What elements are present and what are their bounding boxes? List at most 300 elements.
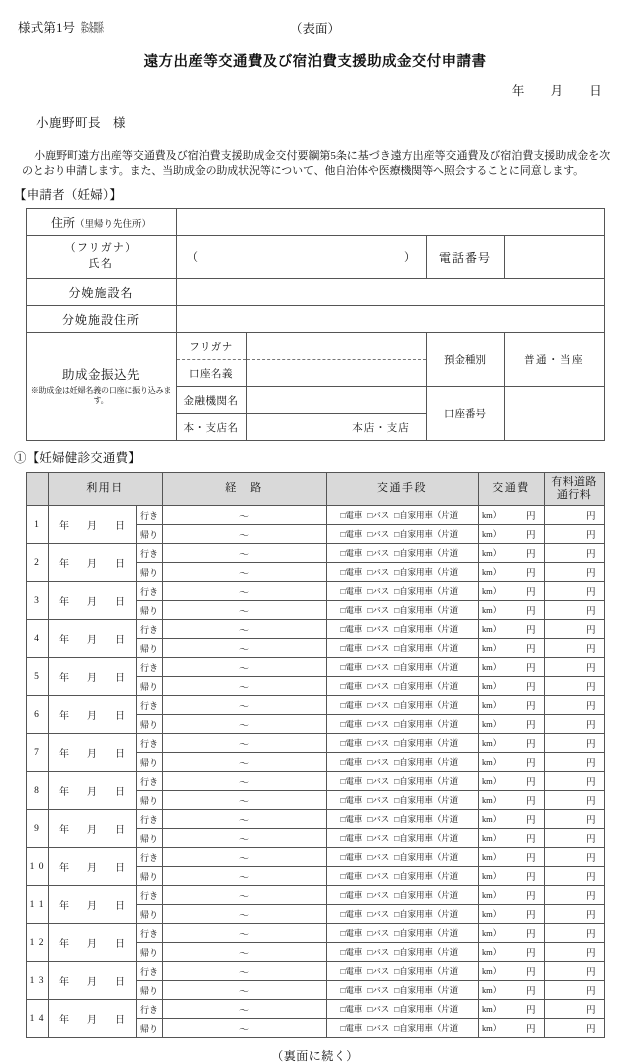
toll-cell[interactable]: 円: [544, 772, 604, 791]
checkbox-bus[interactable]: □バス: [367, 1004, 390, 1015]
direction-outbound: 行き: [136, 1000, 162, 1019]
date-year-placeholder: 年: [59, 711, 69, 723]
row-number: 4: [26, 620, 48, 658]
form-page: [0, 18, 630, 1064]
date-day-placeholder: 日: [115, 673, 125, 685]
means-cell[interactable]: [326, 962, 502, 981]
means-cell[interactable]: [326, 886, 502, 905]
table-row: [26, 544, 604, 563]
date-cell[interactable]: [48, 658, 136, 696]
checkbox-bus[interactable]: □バス: [367, 586, 390, 597]
clause-reference: 第5条関係: [81, 21, 104, 35]
checkbox-train[interactable]: □電車: [340, 890, 363, 901]
checkbox-car[interactable]: □自家用車（片道: [394, 662, 459, 673]
toll-cell[interactable]: 円: [544, 829, 604, 848]
means-cell[interactable]: [326, 734, 502, 753]
distance-unit: km）: [482, 776, 502, 787]
route-cell[interactable]: ～: [162, 506, 326, 525]
date-cell[interactable]: [48, 696, 136, 734]
means-cell[interactable]: [326, 620, 502, 639]
checkbox-train[interactable]: □電車: [340, 852, 363, 863]
account-number-input[interactable]: [504, 387, 604, 441]
checkbox-train[interactable]: □電車: [340, 529, 363, 540]
toll-cell[interactable]: 円: [544, 981, 604, 1000]
date-cell[interactable]: [48, 772, 136, 810]
means-cell[interactable]: [326, 753, 502, 772]
date-year-placeholder: 年: [59, 749, 69, 761]
route-cell[interactable]: ～: [162, 848, 326, 867]
fare-cell[interactable]: 円: [478, 715, 544, 734]
fare-cell[interactable]: 円: [478, 506, 544, 525]
route-cell[interactable]: ～: [162, 905, 326, 924]
application-statement-text: 小鹿野町遠方出産等交通費及び宿泊費支援助成金交付要綱第5条に基づき遠方出産等交通費及び宿泊費支援助成金を次のとおり申請します。また、当助成金の助成状況等について、他自治体や医療機関等へ照会することに同意します。: [22, 150, 610, 177]
checkbox-train[interactable]: □電車: [340, 738, 363, 749]
route-cell[interactable]: ～: [162, 924, 326, 943]
direction-return: 帰り: [136, 981, 162, 1000]
route-cell[interactable]: ～: [162, 715, 326, 734]
means-cell[interactable]: [326, 582, 502, 601]
distance-unit: km）: [482, 928, 502, 939]
fare-cell[interactable]: 円: [478, 563, 544, 582]
date-day-placeholder: 日: [115, 939, 125, 951]
deposit-type-value[interactable]: 普通・当座: [504, 333, 604, 387]
checkbox-car[interactable]: □自家用車（片道: [394, 928, 459, 939]
date-cell[interactable]: [48, 506, 136, 544]
means-cell[interactable]: [326, 1019, 502, 1038]
branch-value[interactable]: 本店・支店: [246, 414, 426, 441]
table-row-address: [26, 209, 604, 236]
means-cell[interactable]: [326, 563, 502, 582]
fare-cell[interactable]: 円: [478, 677, 544, 696]
date-cell[interactable]: [48, 886, 136, 924]
checkbox-car[interactable]: □自家用車（片道: [394, 567, 459, 578]
fare-cell[interactable]: 円: [478, 962, 544, 981]
route-cell[interactable]: ～: [162, 1000, 326, 1019]
toll-cell[interactable]: 円: [544, 791, 604, 810]
means-cell[interactable]: [326, 772, 502, 791]
date-day-placeholder: 日: [115, 597, 125, 609]
fare-cell[interactable]: 円: [478, 791, 544, 810]
checkbox-bus[interactable]: □バス: [367, 890, 390, 901]
checkbox-bus[interactable]: □バス: [367, 909, 390, 920]
checkbox-train[interactable]: □電車: [340, 833, 363, 844]
checkbox-car[interactable]: □自家用車（片道: [394, 814, 459, 825]
date-cell[interactable]: [48, 582, 136, 620]
checkbox-train[interactable]: □電車: [340, 567, 363, 578]
checkbox-train[interactable]: □電車: [340, 909, 363, 920]
means-cell[interactable]: [326, 658, 502, 677]
means-cell[interactable]: [326, 677, 502, 696]
checkbox-bus[interactable]: □バス: [367, 947, 390, 958]
fare-cell[interactable]: 円: [478, 601, 544, 620]
distance-unit: km）: [482, 814, 502, 825]
route-cell[interactable]: ～: [162, 943, 326, 962]
checkbox-train[interactable]: □電車: [340, 662, 363, 673]
checkbox-car[interactable]: □自家用車（片道: [394, 909, 459, 920]
toll-cell[interactable]: 円: [544, 1000, 604, 1019]
date-cell[interactable]: [48, 544, 136, 582]
route-cell[interactable]: ～: [162, 791, 326, 810]
date-year: 年: [511, 84, 525, 98]
direction-return: 帰り: [136, 753, 162, 772]
means-cell[interactable]: [326, 525, 502, 544]
table-row: [26, 962, 604, 981]
row-number: 1 0: [26, 848, 48, 886]
fare-cell[interactable]: 円: [478, 639, 544, 658]
date-cell[interactable]: [48, 962, 136, 1000]
checkbox-bus[interactable]: □バス: [367, 681, 390, 692]
date-year-placeholder: 年: [59, 901, 69, 913]
route-cell[interactable]: ～: [162, 1019, 326, 1038]
checkbox-bus[interactable]: □バス: [367, 966, 390, 977]
means-cell[interactable]: [326, 981, 502, 1000]
checkbox-train[interactable]: □電車: [340, 605, 363, 616]
row-number: 2: [26, 544, 48, 582]
toll-cell[interactable]: 円: [544, 1019, 604, 1038]
date-month-placeholder: 月: [87, 977, 97, 989]
checkbox-car[interactable]: □自家用車（片道: [394, 529, 459, 540]
checkbox-bus[interactable]: □バス: [367, 529, 390, 540]
toll-cell[interactable]: 円: [544, 582, 604, 601]
checkbox-car[interactable]: □自家用車（片道: [394, 871, 459, 882]
means-cell[interactable]: [326, 905, 502, 924]
checkbox-train[interactable]: □電車: [340, 719, 363, 730]
toll-cell[interactable]: 円: [544, 563, 604, 582]
checkbox-car[interactable]: □自家用車（片道: [394, 548, 459, 559]
checkbox-bus[interactable]: □バス: [367, 833, 390, 844]
fare-cell[interactable]: 円: [478, 658, 544, 677]
checkbox-bus[interactable]: □バス: [367, 624, 390, 635]
fare-cell[interactable]: 円: [478, 924, 544, 943]
address-input[interactable]: [176, 209, 604, 236]
fare-cell[interactable]: 円: [478, 696, 544, 715]
date-year-placeholder: 年: [59, 1015, 69, 1027]
col-means: 交通手段: [326, 473, 478, 506]
distance-unit: km）: [482, 510, 502, 521]
checkbox-car[interactable]: □自家用車（片道: [394, 890, 459, 901]
paren-open: （: [186, 252, 198, 265]
checkbox-train[interactable]: □電車: [340, 814, 363, 825]
date-cell[interactable]: [48, 924, 136, 962]
facility-name-input[interactable]: [176, 279, 604, 306]
branch-label: 本・支店名: [176, 414, 246, 441]
direction-outbound: 行き: [136, 810, 162, 829]
direction-outbound: 行き: [136, 924, 162, 943]
direction-outbound: 行き: [136, 848, 162, 867]
bank-furigana-input[interactable]: [246, 333, 426, 360]
checkbox-bus[interactable]: □バス: [367, 1023, 390, 1034]
checkbox-car[interactable]: □自家用車（片道: [394, 1004, 459, 1015]
route-cell[interactable]: ～: [162, 829, 326, 848]
fare-cell[interactable]: 円: [478, 867, 544, 886]
checkbox-bus[interactable]: □バス: [367, 548, 390, 559]
means-cell[interactable]: [326, 810, 502, 829]
checkbox-train[interactable]: □電車: [340, 985, 363, 996]
date-cell[interactable]: [48, 848, 136, 886]
date-year-placeholder: 年: [59, 825, 69, 837]
addressee-honorific: 様: [113, 116, 127, 130]
route-cell[interactable]: ～: [162, 658, 326, 677]
date-year-placeholder: 年: [59, 863, 69, 875]
checkbox-car[interactable]: □自家用車（片道: [394, 852, 459, 863]
checkbox-train[interactable]: □電車: [340, 871, 363, 882]
distance-unit: km）: [482, 757, 502, 768]
checkbox-car[interactable]: □自家用車（片道: [394, 719, 459, 730]
bank-name-label: 金融機関名: [176, 387, 246, 414]
table-row: [26, 848, 604, 867]
fare-cell[interactable]: 円: [478, 753, 544, 772]
checkbox-train[interactable]: □電車: [340, 548, 363, 559]
toll-cell[interactable]: 円: [544, 905, 604, 924]
checkbox-bus[interactable]: □バス: [367, 700, 390, 711]
checkbox-car[interactable]: □自家用車（片道: [394, 738, 459, 749]
distance-unit: km）: [482, 662, 502, 673]
toll-cell[interactable]: 円: [544, 696, 604, 715]
means-cell[interactable]: [326, 715, 502, 734]
means-cell[interactable]: [326, 867, 502, 886]
means-cell[interactable]: [326, 639, 502, 658]
tel-input[interactable]: [504, 236, 604, 279]
fare-cell[interactable]: 円: [478, 1019, 544, 1038]
checkbox-car[interactable]: □自家用車（片道: [394, 795, 459, 806]
fare-cell[interactable]: 円: [478, 943, 544, 962]
name-input[interactable]: [176, 236, 426, 279]
route-cell[interactable]: ～: [162, 525, 326, 544]
toll-cell[interactable]: 円: [544, 924, 604, 943]
route-cell[interactable]: ～: [162, 582, 326, 601]
date-cell[interactable]: [48, 620, 136, 658]
route-cell[interactable]: ～: [162, 886, 326, 905]
checkbox-train[interactable]: □電車: [340, 1023, 363, 1034]
fare-cell[interactable]: 円: [478, 1000, 544, 1019]
means-cell[interactable]: [326, 848, 502, 867]
toll-cell[interactable]: 円: [544, 620, 604, 639]
travel-expense-table: [26, 472, 605, 1038]
direction-return: 帰り: [136, 829, 162, 848]
checkbox-bus[interactable]: □バス: [367, 757, 390, 768]
route-cell[interactable]: ～: [162, 867, 326, 886]
fare-cell[interactable]: 円: [478, 829, 544, 848]
checkbox-bus[interactable]: □バス: [367, 814, 390, 825]
checkbox-car[interactable]: □自家用車（片道: [394, 776, 459, 787]
checkbox-train[interactable]: □電車: [340, 643, 363, 654]
toll-cell[interactable]: 円: [544, 753, 604, 772]
row-number: 5: [26, 658, 48, 696]
toll-cell[interactable]: 円: [544, 848, 604, 867]
route-cell[interactable]: ～: [162, 753, 326, 772]
checkbox-bus[interactable]: □バス: [367, 738, 390, 749]
route-cell[interactable]: ～: [162, 962, 326, 981]
date-year-placeholder: 年: [59, 635, 69, 647]
toll-cell[interactable]: 円: [544, 962, 604, 981]
checkbox-car[interactable]: □自家用車（片道: [394, 605, 459, 616]
checkbox-bus[interactable]: □バス: [367, 776, 390, 787]
fare-cell[interactable]: 円: [478, 772, 544, 791]
fare-cell[interactable]: 円: [478, 905, 544, 924]
means-cell[interactable]: [326, 601, 502, 620]
checkbox-bus[interactable]: □バス: [367, 928, 390, 939]
means-cell[interactable]: [326, 829, 502, 848]
fare-cell[interactable]: 円: [478, 848, 544, 867]
name-label: 氏名: [88, 258, 114, 271]
fare-cell[interactable]: 円: [478, 620, 544, 639]
bank-name-input[interactable]: [246, 387, 426, 414]
means-cell[interactable]: [326, 924, 502, 943]
paren-close: ）: [404, 252, 416, 265]
toll-cell[interactable]: 円: [544, 544, 604, 563]
route-cell[interactable]: ～: [162, 810, 326, 829]
toll-cell[interactable]: 円: [544, 867, 604, 886]
date-cell[interactable]: [48, 1000, 136, 1038]
checkbox-bus[interactable]: □バス: [367, 643, 390, 654]
route-cell[interactable]: ～: [162, 677, 326, 696]
date-cell[interactable]: [48, 734, 136, 772]
checkbox-train[interactable]: □電車: [340, 757, 363, 768]
direction-outbound: 行き: [136, 582, 162, 601]
distance-unit: km）: [482, 700, 502, 711]
means-cell[interactable]: [326, 791, 502, 810]
route-cell[interactable]: ～: [162, 639, 326, 658]
date-day-placeholder: 日: [115, 787, 125, 799]
date-month-placeholder: 月: [87, 673, 97, 685]
means-cell[interactable]: [326, 1000, 502, 1019]
bank-note: ※助成金は妊婦名義の口座に振り込みます。: [30, 386, 172, 406]
row-number: 1 4: [26, 1000, 48, 1038]
means-cell[interactable]: [326, 943, 502, 962]
fare-cell[interactable]: 円: [478, 544, 544, 563]
checkbox-car[interactable]: □自家用車（片道: [394, 681, 459, 692]
furigana-label: （フリガナ）: [64, 242, 138, 255]
distance-unit: km）: [482, 871, 502, 882]
checkbox-train[interactable]: □電車: [340, 510, 363, 521]
distance-unit: km）: [482, 548, 502, 559]
route-cell[interactable]: ～: [162, 544, 326, 563]
toll-cell[interactable]: 円: [544, 715, 604, 734]
means-cell[interactable]: [326, 506, 502, 525]
checkbox-bus[interactable]: □バス: [367, 605, 390, 616]
checkbox-car[interactable]: □自家用車（片道: [394, 985, 459, 996]
toll-cell[interactable]: 円: [544, 734, 604, 753]
checkbox-train[interactable]: □電車: [340, 624, 363, 635]
route-cell[interactable]: ～: [162, 772, 326, 791]
checkbox-bus[interactable]: □バス: [367, 510, 390, 521]
fare-cell[interactable]: 円: [478, 582, 544, 601]
checkbox-train[interactable]: □電車: [340, 966, 363, 977]
checkbox-bus[interactable]: □バス: [367, 985, 390, 996]
direction-return: 帰り: [136, 867, 162, 886]
col-no: [26, 473, 48, 506]
checkbox-train[interactable]: □電車: [340, 776, 363, 787]
fare-cell[interactable]: 円: [478, 886, 544, 905]
means-cell[interactable]: [326, 696, 502, 715]
toll-cell[interactable]: 円: [544, 810, 604, 829]
toll-cell[interactable]: 円: [544, 601, 604, 620]
row-number: 1: [26, 506, 48, 544]
bank-furigana-label: フリガナ: [176, 333, 246, 360]
date-cell[interactable]: [48, 810, 136, 848]
date-month-placeholder: 月: [87, 1015, 97, 1027]
checkbox-train[interactable]: □電車: [340, 700, 363, 711]
route-cell[interactable]: ～: [162, 563, 326, 582]
row-number: 1 2: [26, 924, 48, 962]
date-year-placeholder: 年: [59, 673, 69, 685]
checkbox-train[interactable]: □電車: [340, 1004, 363, 1015]
fare-cell[interactable]: 円: [478, 981, 544, 1000]
checkbox-car[interactable]: □自家用車（片道: [394, 643, 459, 654]
checkbox-train[interactable]: □電車: [340, 947, 363, 958]
table-row: [26, 734, 604, 753]
bank-label-cell: [26, 333, 176, 441]
route-cell[interactable]: ～: [162, 734, 326, 753]
checkbox-car[interactable]: □自家用車（片道: [394, 1023, 459, 1034]
fare-cell[interactable]: 円: [478, 525, 544, 544]
checkbox-car[interactable]: □自家用車（片道: [394, 510, 459, 521]
facility-address-input[interactable]: [176, 306, 604, 333]
fare-cell[interactable]: 円: [478, 810, 544, 829]
date-month: 月: [550, 84, 564, 98]
checkbox-bus[interactable]: □バス: [367, 871, 390, 882]
checkbox-car[interactable]: □自家用車（片道: [394, 700, 459, 711]
account-holder-label: 口座名義: [176, 360, 246, 387]
checkbox-bus[interactable]: □バス: [367, 662, 390, 673]
means-cell[interactable]: [326, 544, 502, 563]
checkbox-car[interactable]: □自家用車（片道: [394, 966, 459, 977]
distance-unit: km）: [482, 719, 502, 730]
direction-return: 帰り: [136, 601, 162, 620]
toll-cell[interactable]: 円: [544, 506, 604, 525]
route-cell[interactable]: ～: [162, 620, 326, 639]
date-day-placeholder: 日: [115, 521, 125, 533]
route-cell[interactable]: ～: [162, 981, 326, 1000]
address-sublabel: （里帰り先住所）: [75, 219, 152, 230]
address-label: 住所: [50, 215, 75, 230]
toll-cell[interactable]: 円: [544, 639, 604, 658]
checkbox-car[interactable]: □自家用車（片道: [394, 833, 459, 844]
table-row: [26, 810, 604, 829]
table-row-name: [26, 236, 604, 279]
side-label: （表面）: [289, 22, 340, 36]
checkbox-train[interactable]: □電車: [340, 586, 363, 597]
col-route: 経 路: [162, 473, 326, 506]
row-number: 1 1: [26, 886, 48, 924]
toll-cell[interactable]: 円: [544, 886, 604, 905]
checkbox-bus[interactable]: □バス: [367, 852, 390, 863]
checkbox-car[interactable]: □自家用車（片道: [394, 947, 459, 958]
distance-unit: km）: [482, 852, 502, 863]
checkbox-bus[interactable]: □バス: [367, 567, 390, 578]
checkbox-car[interactable]: □自家用車（片道: [394, 624, 459, 635]
facility-address-label: 分娩施設住所: [26, 306, 176, 333]
account-holder-input[interactable]: [246, 360, 426, 387]
toll-cell[interactable]: 円: [544, 658, 604, 677]
toll-cell[interactable]: 円: [544, 943, 604, 962]
checkbox-train[interactable]: □電車: [340, 795, 363, 806]
checkbox-car[interactable]: □自家用車（片道: [394, 586, 459, 597]
route-cell[interactable]: ～: [162, 601, 326, 620]
checkbox-car[interactable]: □自家用車（片道: [394, 757, 459, 768]
fare-cell[interactable]: 円: [478, 734, 544, 753]
toll-cell[interactable]: 円: [544, 525, 604, 544]
toll-cell[interactable]: 円: [544, 677, 604, 696]
date-month-placeholder: 月: [87, 711, 97, 723]
route-cell[interactable]: ～: [162, 696, 326, 715]
checkbox-train[interactable]: □電車: [340, 681, 363, 692]
checkbox-bus[interactable]: □バス: [367, 719, 390, 730]
date-year-placeholder: 年: [59, 939, 69, 951]
checkbox-train[interactable]: □電車: [340, 928, 363, 939]
col-fare: 交通費: [478, 473, 544, 506]
checkbox-bus[interactable]: □バス: [367, 795, 390, 806]
